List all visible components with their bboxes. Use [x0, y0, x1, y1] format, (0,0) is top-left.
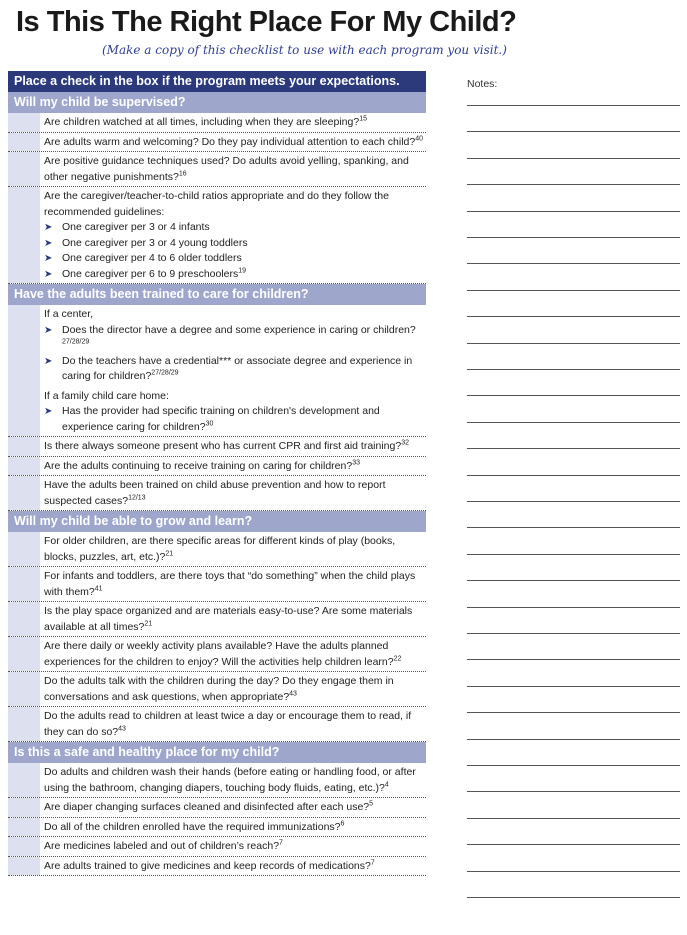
checklist-item [44, 437, 426, 456]
item-text: One caregiver per 3 or 4 infants [62, 221, 210, 233]
checkbox[interactable] [8, 476, 40, 510]
note-line[interactable] [467, 501, 680, 502]
checklist-item [44, 707, 426, 741]
checkbox[interactable] [8, 798, 40, 817]
note-line[interactable] [467, 580, 680, 581]
reference-number: 19 [238, 267, 247, 274]
item-text: Do all of the children enrolled have the required immunizations? [44, 820, 341, 833]
question [44, 439, 426, 455]
item-text: One caregiver per 4 to 6 older toddlers [62, 252, 242, 264]
reference-number: 32 [401, 439, 409, 447]
checkbox[interactable] [8, 637, 40, 671]
checklist-item [44, 818, 426, 837]
checkbox[interactable] [8, 672, 40, 706]
checkbox[interactable] [8, 857, 40, 876]
note-line[interactable] [467, 105, 680, 106]
note-line[interactable] [467, 739, 680, 740]
checkbox[interactable] [8, 187, 40, 283]
page-subtitle: (Make a copy of this checklist to use with each program you visit.) [102, 43, 507, 57]
checklist-item [44, 672, 426, 706]
question [44, 189, 426, 220]
reference-number: 21 [165, 550, 174, 557]
note-line[interactable] [467, 290, 680, 291]
checklist-item [44, 113, 426, 132]
note-line[interactable] [467, 659, 680, 660]
question [44, 569, 426, 600]
checklist-item [44, 637, 426, 671]
item-text: Is there always someone present who has current CPR and first aid training? [44, 440, 402, 452]
item-text: Are diaper changing surfaces cleaned and disinfected after each use? [44, 801, 370, 813]
checklist-row [8, 763, 426, 798]
reference-number: 5 [369, 800, 374, 808]
checklist-row [8, 602, 426, 637]
note-line[interactable] [467, 158, 680, 159]
note-line[interactable] [467, 316, 680, 317]
item-text: Do the adults read to children at least twice a day or encourage them to read, if they can do so? [44, 710, 412, 738]
note-line[interactable] [467, 448, 680, 449]
question [44, 135, 426, 151]
reference-number: 12/13 [128, 494, 146, 501]
group-label: If a family child care home: [44, 389, 169, 402]
item-text: One caregiver per 3 or 4 young toddlers [62, 236, 248, 249]
item-text: Are medicines labeled and out of children’s reach? [44, 840, 280, 852]
item-text: Are children watched at all times, including when they are sleeping? [44, 116, 360, 128]
checkbox[interactable] [8, 567, 40, 601]
checklist-row [8, 707, 426, 742]
section-heading: Have the adults been trained to care for children? [8, 284, 426, 305]
checklist-row [8, 187, 426, 284]
item-text: Have the adults been trained on child abuse prevention and how to report suspected cases? [44, 479, 386, 507]
question [44, 154, 426, 185]
checklist-item [44, 457, 426, 476]
note-line[interactable] [467, 422, 680, 423]
reference-number: 16 [178, 170, 187, 177]
reference-number: 33 [352, 459, 360, 466]
checklist-row [8, 113, 426, 133]
checkbox[interactable] [8, 305, 40, 436]
note-line[interactable] [467, 184, 680, 185]
bullet-item [44, 236, 426, 252]
item-text: One caregiver per 6 to 9 preschoolers [62, 267, 239, 280]
bullet-item [44, 354, 426, 385]
checklist-item [44, 602, 426, 636]
checklist-row [8, 532, 426, 567]
checkbox[interactable] [8, 532, 40, 566]
question [44, 765, 426, 796]
note-line[interactable] [467, 395, 680, 396]
reference-number: 21 [144, 620, 153, 627]
note-line[interactable] [467, 475, 680, 476]
question [44, 639, 426, 670]
question [44, 478, 426, 509]
reference-number: 30 [205, 420, 214, 427]
note-line[interactable] [467, 844, 680, 845]
section-heading: Will my child be able to grow and learn? [8, 511, 426, 532]
checklist-item [44, 476, 426, 510]
checklist-item [44, 305, 426, 436]
checkbox[interactable] [8, 437, 40, 456]
note-line[interactable] [467, 633, 680, 634]
checklist-item [44, 152, 426, 186]
note-line[interactable] [467, 263, 680, 264]
bullet-item [44, 323, 426, 354]
checklist-row [8, 567, 426, 602]
question [44, 604, 426, 635]
item-text: For older children, are there specific areas for different kinds of play (books, blocks, puzzles, art, etc.)? [44, 535, 396, 563]
reference-number: 43 [118, 725, 126, 732]
note-line[interactable] [467, 871, 680, 872]
question [44, 820, 426, 836]
item-text: Do the teachers have a credential*** or associate degree and experience in caring for children? [62, 354, 413, 382]
checklist-item [44, 857, 426, 876]
question [44, 800, 426, 816]
checkbox[interactable] [8, 457, 40, 476]
reference-number: 22 [393, 655, 402, 662]
item-text: Are the adults continuing to receive training on caring for children? [44, 459, 353, 472]
checklist-row [8, 837, 426, 857]
note-line[interactable] [467, 343, 680, 344]
section-heading: Is this a safe and healthy place for my child? [8, 742, 426, 763]
question [44, 709, 426, 740]
checkbox[interactable] [8, 707, 40, 741]
checklist-row [8, 857, 426, 877]
question [44, 115, 426, 131]
checkbox[interactable] [8, 133, 40, 152]
note-line[interactable] [467, 237, 680, 238]
reference-number: 4 [384, 781, 389, 788]
item-text: Are adults warm and welcoming? Do they pay individual attention to each child? [44, 135, 416, 148]
question [44, 674, 426, 705]
note-line[interactable] [467, 607, 680, 608]
bullet-item [44, 267, 426, 283]
checklist-row [8, 305, 426, 437]
checklist-row [8, 133, 426, 153]
item-text: Are adults trained to give medicines and keep records of medications? [44, 859, 371, 872]
item-text: For infants and toddlers, are there toys that “do something” when the child plays with them? [44, 570, 416, 598]
reference-number: 41 [94, 585, 103, 592]
checklist [8, 71, 426, 876]
note-line[interactable] [467, 686, 680, 687]
checkbox[interactable] [8, 602, 40, 636]
reference-number: 15 [359, 115, 367, 123]
checkbox[interactable] [8, 763, 40, 797]
checklist-row [8, 457, 426, 477]
reference-number: 40 [415, 135, 424, 142]
item-text: Do adults and children wash their hands (before eating or handling food, or after using the bathroom, changing diapers, touching body fluids, eating, etc.)? [44, 766, 416, 794]
note-line[interactable] [467, 791, 680, 792]
checklist-row [8, 437, 426, 457]
reference-number: 27/28/29 [62, 338, 90, 346]
checklist-row [8, 476, 426, 511]
checklist-item [44, 837, 426, 856]
note-line[interactable] [467, 131, 680, 132]
checklist-row [8, 818, 426, 838]
reference-number: 27/28/29 [151, 369, 179, 377]
bullet-item [44, 251, 426, 267]
item-text: Are the caregiver/teacher-to-child ratios appropriate and do they follow the recommended guidelines: [44, 190, 389, 218]
section-heading: Will my child be supervised? [8, 92, 426, 113]
notes-column [467, 78, 680, 90]
note-line[interactable] [467, 211, 680, 212]
instruction-bar: Place a check in the box if the program meets your expectations. [8, 71, 426, 92]
note-line[interactable] [467, 527, 680, 528]
item-text: Does the director have a degree and some experience in caring or children? [62, 323, 416, 336]
page-title: Is This The Right Place For My Child? [16, 6, 517, 38]
checklist-item [44, 763, 426, 797]
reference-number: 6 [340, 820, 345, 827]
checklist-item [44, 798, 426, 817]
checkbox[interactable] [8, 837, 40, 856]
note-line[interactable] [467, 712, 680, 713]
question [44, 859, 426, 875]
note-line[interactable] [467, 369, 680, 370]
note-line[interactable] [467, 765, 680, 766]
note-line[interactable] [467, 897, 680, 898]
item-text: Do the adults talk with the children during the day? Do they engage them in conversations and ask questions, when appropriate? [44, 675, 394, 703]
question [44, 459, 426, 475]
checklist-item [44, 567, 426, 601]
item-text: Are there daily or weekly activity plans available? Have the adults planned experiences for the children to enjoy? Will the activities help children learn? [44, 640, 394, 668]
item-text: Are positive guidance techniques used? Do adults avoid yelling, spanking, and other negative punishments? [44, 155, 409, 183]
bullet-item [44, 220, 426, 236]
checkbox[interactable] [8, 113, 40, 132]
checklist-row [8, 672, 426, 707]
notes-label: Notes: [467, 78, 498, 90]
checkbox[interactable] [8, 818, 40, 837]
reference-number: 7 [279, 839, 283, 847]
question [44, 534, 426, 565]
note-line[interactable] [467, 818, 680, 819]
checklist-item [44, 532, 426, 566]
group-label: If a center, [44, 308, 94, 320]
checkbox[interactable] [8, 152, 40, 186]
checklist-row [8, 637, 426, 672]
item-text: Is the play space organized and are materials easy-to-use? Are some materials available at all times? [44, 605, 413, 633]
item-text: Has the provider had specific training on children's development and experience caring for children? [62, 405, 380, 433]
note-line[interactable] [467, 554, 680, 555]
checklist-row [8, 152, 426, 187]
checklist-row [8, 798, 426, 818]
bullet-item [44, 404, 426, 435]
checklist-item [44, 187, 426, 283]
reference-number: 43 [289, 690, 297, 697]
reference-number: 7 [370, 859, 375, 866]
checklist-item [44, 133, 426, 152]
question [44, 839, 426, 855]
